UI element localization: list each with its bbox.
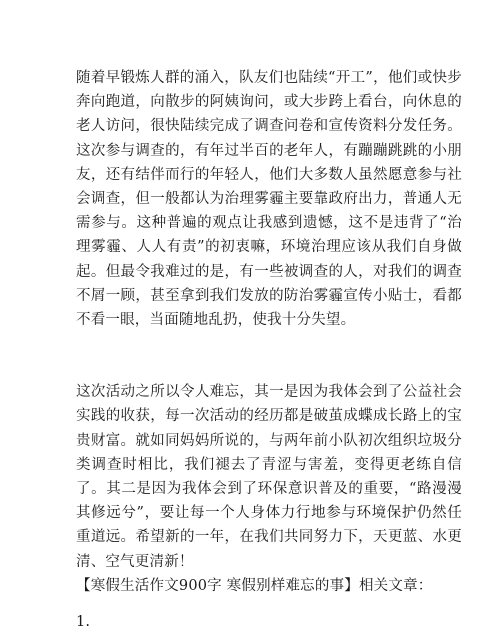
related-article-list-item[interactable]: 1. [76,614,91,631]
paragraph-reflection: 这次活动之所以令人难忘，其一是因为我体会到了公益社会实践的收获，每一次活动的经历都是破茧成蝶成长路上的宝贵财富。就如同妈妈所说的，与两年前小队初次组织垃圾分类调查时相比，我们褪去了青涩与害羞，变得更老练自信了。其二是因为我体会到了环保意识普及的重要，“路漫漫其修远兮”，要让每一个人身体力行地参与环境保护仍然任重道远。希望新的一年，在我们共同努力下，天更蓝、水更清、空气更清新！ [76,384,462,570]
related-articles-heading: 【寒假生活作文900字 寒假别样难忘的事】相关文章： [76,577,433,594]
paragraph-survey-activity: 随着早锻炼人群的涌入，队友们也陆续“开工”，他们或快步奔向跑道，向散步的阿姨询问，或大步跨上看台，向休息的老人访问，很快陆续完成了调查问卷和宣传资料分发任务。这次参与调查的，有年过半百的老年人，有蹦蹦跳跳的小朋友，还有结伴而行的年轻人，他们大多数人虽然愿意参与社会调查，但一般都认为治理雾霾主要靠政府出力，普通人无需参与。这种普遍的观点让我感到遗憾，这不是违背了“治理雾霾、人人有责”的初衷嘛，环境治理应该从我们自身做起。但最令我难过的是，有一些被调查的人，对我们的调查不屑一顾，甚至拿到我们发放的防治雾霾宣传小贴士，看都不看一眼，当面随地乱扔，使我十分失望。 [76,70,462,329]
paragraph-spacer [76,332,462,380]
